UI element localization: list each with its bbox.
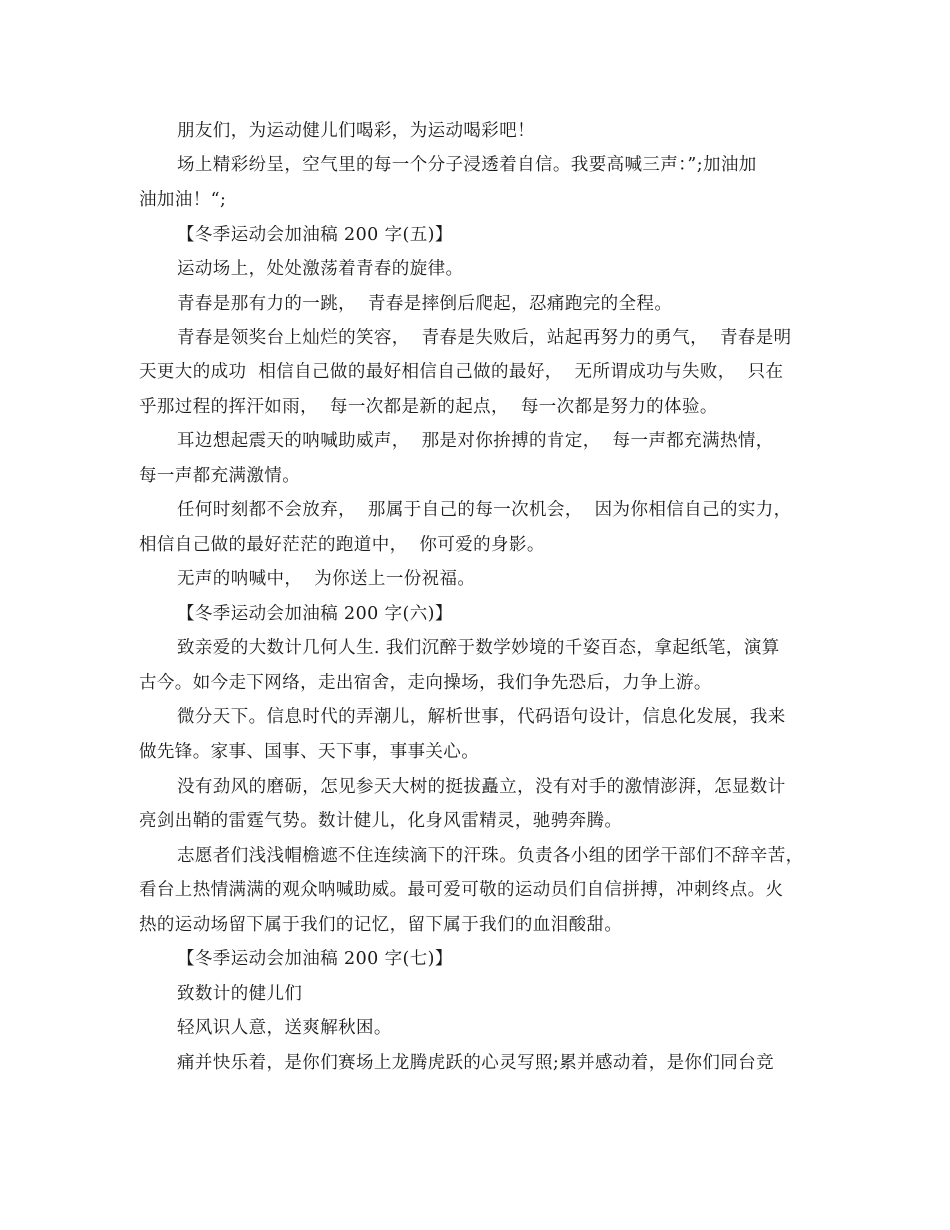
paragraph-line: 轻风识人意，送爽解秋困。 bbox=[177, 1018, 392, 1038]
paragraph-line: 致数计的健儿们 bbox=[177, 984, 303, 1004]
paragraph-line: 油加油！“; bbox=[139, 190, 227, 210]
section-heading: 【冬季运动会加油稿 200 字(七)】 bbox=[177, 949, 453, 969]
paragraph-line: 古今。如今走下网络，走出宿舍，走向操场，我们争先恐后，力争上游。 bbox=[139, 673, 712, 693]
paragraph-line: 场上精彩纷呈，空气里的每一个分子浸透着自信。我要高喊三声：”;加油加 bbox=[177, 155, 757, 175]
paragraph-line: 无声的呐喊中， 为你送上一份祝福。 bbox=[177, 569, 476, 589]
paragraph-line: 天更大的成功 相信自己做的最好相信自己做的最好， 无所谓成功与失败， 只在 bbox=[139, 362, 784, 382]
paragraph-line: 看台上热情满满的观众呐喊助威。最可爱可敬的运动员们自信拼搏，冲刺终点。火 bbox=[139, 880, 784, 900]
paragraph-line: 致亲爱的大数计几何人生. 我们沉醉于数学妙境的千姿百态，拿起纸笔，演算 bbox=[177, 638, 780, 658]
paragraph-line: 每一声都充满激情。 bbox=[139, 466, 301, 486]
paragraph-line: 志愿者们浅浅帽檐遮不住连续滴下的汗珠。负责各小组的团学干部们不辞辛苦， bbox=[177, 846, 804, 866]
paragraph-line: 没有劲风的磨砺，怎见参天大树的挺拔矗立，没有对手的激情澎湃，怎显数计 bbox=[177, 777, 786, 797]
section-heading: 【冬季运动会加油稿 200 字(六)】 bbox=[177, 604, 453, 624]
paragraph-line: 亮剑出鞘的雷霆气势。数计健儿，化身风雷精灵，驰骋奔腾。 bbox=[139, 811, 623, 831]
paragraph-line: 耳边想起震天的呐喊助威声， 那是对你拚搏的肯定， 每一声都充满热情， bbox=[177, 431, 774, 451]
paragraph-line: 相信自己做的最好茫茫的跑道中， 你可爱的身影。 bbox=[139, 535, 545, 555]
paragraph-line: 青春是领奖台上灿烂的笑容， 青春是失败后，站起再努力的勇气， 青春是明 bbox=[177, 328, 792, 348]
paragraph-line: 痛并快乐着，是你们赛场上龙腾虎跃的心灵写照;累并感动着，是你们同台竞 bbox=[177, 1053, 774, 1073]
paragraph-line: 任何时刻都不会放弃， 那属于自己的每一次机会， 因为你相信自己的实力， bbox=[177, 500, 792, 520]
paragraph-line: 朋友们，为运动健儿们喝彩，为运动喝彩吧！ bbox=[177, 121, 535, 141]
section-heading: 【冬季运动会加油稿 200 字(五)】 bbox=[177, 225, 453, 245]
paragraph-line: 运动场上，处处激荡着青春的旋律。 bbox=[177, 259, 464, 279]
paragraph-line: 做先锋。家事、国事、天下事，事事关心。 bbox=[139, 742, 480, 762]
paragraph-line: 乎那过程的挥汗如雨， 每一次都是新的起点， 每一次都是努力的体验。 bbox=[139, 397, 718, 417]
paragraph-line: 热的运动场留下属于我们的记忆，留下属于我们的血泪酸甜。 bbox=[139, 915, 623, 935]
paragraph-line: 青春是那有力的一跳， 青春是摔倒后爬起，忍痛跑完的全程。 bbox=[177, 294, 673, 314]
paragraph-line: 微分天下。信息时代的弄潮儿，解析世事，代码语句设计，信息化发展，我来 bbox=[177, 707, 786, 727]
